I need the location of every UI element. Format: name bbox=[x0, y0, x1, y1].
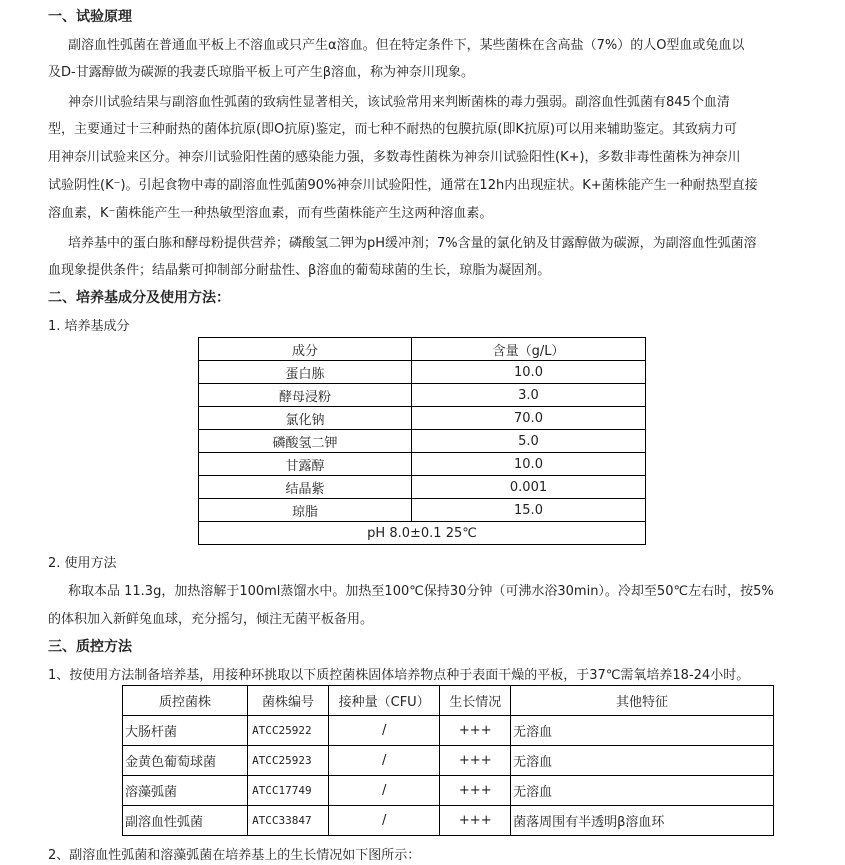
paragraph-line: 神奈川试验结果与副溶血性弧菌的致病性显著相关，该试验常用来判断菌株的毒力强弱。副溶血性弧菌有845个血清 bbox=[68, 95, 730, 110]
table-row bbox=[123, 716, 774, 746]
amount-cell: 5.0 bbox=[412, 430, 646, 453]
strain-id-cell: ATCC33847 bbox=[248, 806, 329, 836]
table-header-row bbox=[199, 338, 646, 361]
paragraph-line: 的体积加入新鲜兔血球，充分摇匀，倾注无菌平板备用。 bbox=[48, 612, 374, 627]
column-header: 质控菌株 bbox=[123, 686, 248, 716]
table-row bbox=[199, 361, 646, 384]
amount-cell: 15.0 bbox=[412, 499, 646, 522]
inoculum-cell: / bbox=[328, 776, 440, 806]
growth-cell: +++ bbox=[440, 746, 511, 776]
feature-cell: 无溶血 bbox=[511, 716, 774, 746]
strain-id-cell: ATCC25923 bbox=[248, 746, 329, 776]
paragraph-line: 用神奈川试验来区分。神奈川试验阳性菌的感染能力强，多数毒性菌株为神奈川试验阳性(K+)，多数非毒性菌株为神奈川 bbox=[48, 150, 741, 165]
paragraph-line: 2、副溶血性弧菌和溶藻弧菌在培养基上的生长情况如下图所示： bbox=[48, 848, 421, 863]
inoculum-cell: / bbox=[328, 806, 440, 836]
paragraph-line: 血现象提供条件；结晶紫可抑制部分耐盐性、β溶血的葡萄球菌的生长，琼脂为凝固剂。 bbox=[48, 263, 551, 278]
column-header: 成分 bbox=[199, 338, 412, 361]
ingredient-cell: 蛋白胨 bbox=[199, 361, 412, 384]
paragraph-line: 副溶血性弧菌在普通血平板上不溶血或只产生α溶血。但在特定条件下，某些菌株在含高盐（7%）的人O型血或兔血以 bbox=[68, 38, 745, 53]
composition-table bbox=[198, 337, 646, 545]
feature-cell: 无溶血 bbox=[511, 776, 774, 806]
paragraph-line: 试验阴性(K⁻)。引起食物中毒的副溶血性弧菌90%神奈川试验阳性，通常在12h内出现症状。K+菌株能产生一种耐热型直接 bbox=[48, 178, 758, 193]
inoculum-cell: / bbox=[328, 716, 440, 746]
ph-note-cell: pH 8.0±0.1 25℃ bbox=[199, 522, 646, 545]
ingredient-cell: 结晶紫 bbox=[199, 476, 412, 499]
column-header: 菌株编号 bbox=[248, 686, 329, 716]
paragraph-line: 溶血素，K⁻菌株能产生一种热敏型溶血素，而有些菌株能产生这两种溶血素。 bbox=[48, 206, 493, 221]
strain-cell: 金黄色葡萄球菌 bbox=[123, 746, 248, 776]
inoculum-cell: / bbox=[328, 746, 440, 776]
column-header: 含量（g/L） bbox=[412, 338, 646, 361]
ingredient-cell: 酵母浸粉 bbox=[199, 384, 412, 407]
paragraph-line: 1、按使用方法制备培养基，用接种环挑取以下质控菌株固体培养物点种于表面干燥的平板，于37℃需氧培养18-24小时。 bbox=[48, 668, 750, 683]
amount-cell: 70.0 bbox=[412, 407, 646, 430]
table-row bbox=[123, 806, 774, 836]
amount-cell: 0.001 bbox=[412, 476, 646, 499]
table-row bbox=[123, 746, 774, 776]
strain-cell: 溶藻弧菌 bbox=[123, 776, 248, 806]
ingredient-cell: 磷酸氢二钾 bbox=[199, 430, 412, 453]
growth-cell: +++ bbox=[440, 776, 511, 806]
subheading-composition: 1. 培养基成分 bbox=[48, 319, 130, 334]
amount-cell: 10.0 bbox=[412, 361, 646, 384]
paragraph-line: 及D-甘露醇做为碳源的我妻氏琼脂平板上可产生β溶血，称为神奈川现象。 bbox=[48, 65, 474, 80]
feature-cell: 无溶血 bbox=[511, 746, 774, 776]
section-title-medium: 二、培养基成分及使用方法： bbox=[48, 290, 230, 306]
section-title-principle: 一、试验原理 bbox=[48, 9, 132, 25]
table-row bbox=[199, 476, 646, 499]
strain-id-cell: ATCC17749 bbox=[248, 776, 329, 806]
column-header: 接种量（CFU） bbox=[328, 686, 440, 716]
strain-id-cell: ATCC25922 bbox=[248, 716, 329, 746]
table-row bbox=[199, 407, 646, 430]
feature-cell: 菌落周围有半透明β溶血环 bbox=[511, 806, 774, 836]
section-title-qc: 三、质控方法 bbox=[48, 639, 132, 655]
paragraph-line: 称取本品 11.3g，加热溶解于100ml蒸馏水中。加热至100℃保持30分钟（可沸水浴30min）。冷却至50℃左右时，按5% bbox=[68, 584, 774, 599]
column-header: 生长情况 bbox=[440, 686, 511, 716]
column-header: 其他特征 bbox=[511, 686, 774, 716]
strain-cell: 副溶血性弧菌 bbox=[123, 806, 248, 836]
table-header-row bbox=[123, 686, 774, 716]
table-footer-row bbox=[199, 522, 646, 545]
subheading-usage: 2. 使用方法 bbox=[48, 556, 117, 571]
qc-table bbox=[122, 685, 774, 836]
ingredient-cell: 琼脂 bbox=[199, 499, 412, 522]
amount-cell: 10.0 bbox=[412, 453, 646, 476]
paragraph-line: 型，主要通过十三种耐热的菌体抗原(即O抗原)鉴定，而七种不耐热的包膜抗原(即K抗原)可以用来辅助鉴定。其致病力可 bbox=[48, 122, 738, 137]
ingredient-cell: 氯化钠 bbox=[199, 407, 412, 430]
table-row bbox=[199, 499, 646, 522]
table-row bbox=[123, 776, 774, 806]
strain-cell: 大肠杆菌 bbox=[123, 716, 248, 746]
table-row bbox=[199, 453, 646, 476]
growth-cell: +++ bbox=[440, 806, 511, 836]
ingredient-cell: 甘露醇 bbox=[199, 453, 412, 476]
table-row bbox=[199, 384, 646, 407]
table-row bbox=[199, 430, 646, 453]
amount-cell: 3.0 bbox=[412, 384, 646, 407]
growth-cell: +++ bbox=[440, 716, 511, 746]
paragraph-line: 培养基中的蛋白胨和酵母粉提供营养；磷酸氢二钾为pH缓冲剂；7%含量的氯化钠及甘露醇做为碳源，为副溶血性弧菌溶 bbox=[68, 236, 757, 251]
